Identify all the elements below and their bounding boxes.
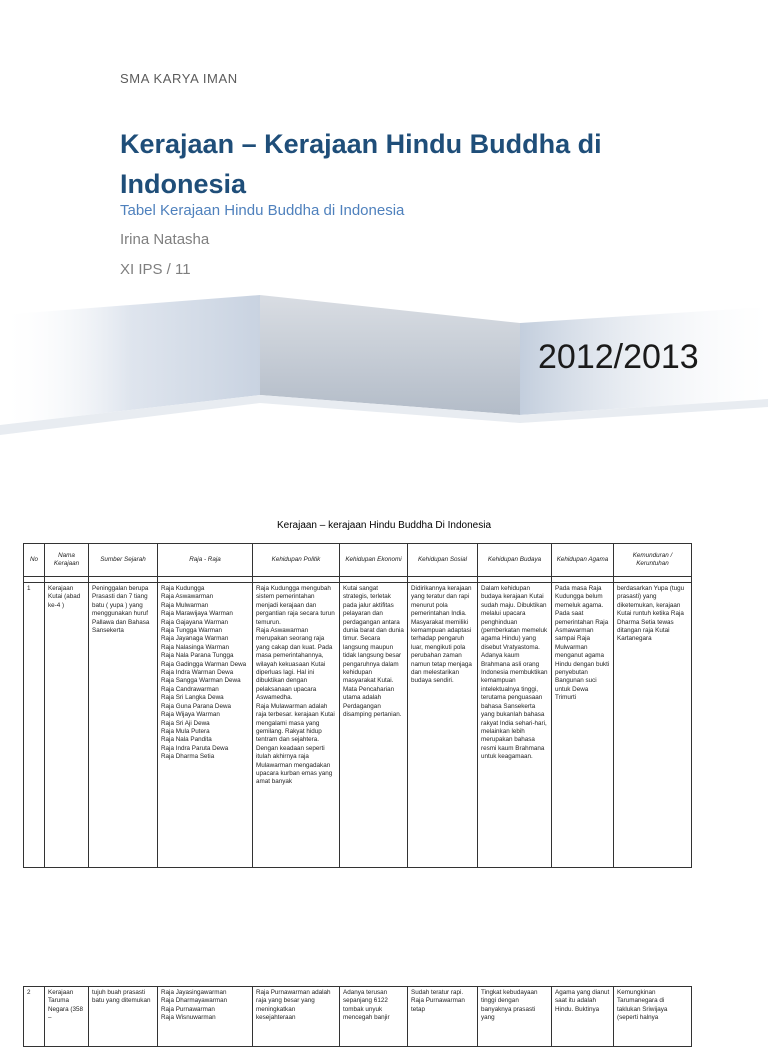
table-title: Kerajaan – kerajaan Hindu Buddha Di Indonesia (276, 520, 492, 531)
cell-sumber: Peninggalan berupa Prasasti dan 7 tiang batu ( yupa ) yang menggunakan huruf Pallawa dan Bahasa Sansekerta (89, 583, 158, 868)
cell-politik: Raja Kudungga mengubah sistem pemerintahan menjadi kerajaan dan pergantian raja secara turun temurun. Raja Aswawarman merupakan seorang raja yang cakap dan kuat. Pada masa pemerintahannya, wilayah kekuasaan Kutai diperluas lagi. Hal ini dibuktikan dengan pelaksanaan upacara Aswamedha. Raja Mulawarman adalah raja terbesar. kerajaan Kutai mengalami masa yang gemilang. Rakyat hidup tentram dan sejahtera. Dengan keadaan seperti itulah akhirnya raja Mulawarman mengadakan upacara kurban emas yang amat banyak (253, 583, 340, 868)
cell-agama: Pada masa Raja Kudungga belum memeluk agama. Pada saat pemerintahan Raja Asmawarman sampai Raja Mulwarman menganut agama Hindu dengan bukti penyebutan Bangunan suci untuk Dewa Trimurti (552, 583, 614, 868)
class-label: XI IPS / 11 (120, 261, 191, 278)
col-header-ekonomi: Kehidupan Ekonomi (340, 544, 408, 577)
cell-raja: Raja Jayasingawarman Raja Dharmayawarman Raja Purnawarman Raja Wisnuwarman (158, 987, 253, 1047)
cell-politik: Raja Purnawarman adalah raja yang besar yang meningkatkan kesejahteraan (253, 987, 340, 1047)
col-header-politik: Kehidupan Politik (253, 544, 340, 577)
cell-nama: Kerajaan Kutai (abad ke-4 ) (45, 583, 89, 868)
cell-sosial: Sudah teratur rapi. Raja Purnawarman tetap (408, 987, 478, 1047)
kingdom-table-continued (23, 986, 692, 1047)
cell-budaya: Tingkat kebudayaan tinggi dengan banyaknya prasasti yang (478, 987, 552, 1047)
cell-no: 2 (24, 987, 45, 1047)
cell-kemunduran: Kemungkinan Tarumanegara di taklukan Sriwijaya (seperti halnya (614, 987, 692, 1047)
cell-raja: Raja Kudungga Raja Aswawarman Raja Mulwarman Raja Marawijaya Warman Raja Gajayana Warman Raja Tungga Warman Raja Jayanaga Warman Raja Nalasinga Warman Raja Nala Parana Tungga Raja Gadingga Warman Dewa Raja Indra Warman Dewa Raja Sangga Warman Dewa Raja Candrawarman Raja Sri Langka Dewa Raja Guna Parana Dewa Raja Wijaya Warman Raja Sri Aji Dewa Raja Mula Putera Raja Nala Pandita Raja Indra Paruta Dewa Raja Dharma Setia (158, 583, 253, 868)
school-name: SMA KARYA IMAN (120, 71, 238, 86)
banner-center-block (260, 295, 520, 415)
cell-ekonomi: Adanya terusan sepanjang 6122 tombak unyuk mencegah banjir (340, 987, 408, 1047)
col-header-kemunduran: Kemunduran / Keruntuhan (614, 544, 692, 577)
col-header-budaya: Kehidupan Budaya (478, 544, 552, 577)
cell-sosial: Didirikannya kerajaan yang teratur dan rapi menurut pola pemerintahan India. Masyarakat memiliki kemampuan adaptasi terhadap pengaruh luar, mengikuti pola perubahan zaman namun tetap menjaga dan melestarikan budaya sendiri. (408, 583, 478, 868)
cell-no: 1 (24, 583, 45, 868)
cell-budaya: Dalam kehidupan budaya kerajaan Kutai sudah maju. Dibuktikan melalui upacara penghinduan (pemberkatan memeluk agama Hindu) yang disebut Vratyastoma. Adanya kaum Brahmana asli orang Indonesia membuktikan kemampuan intelektualnya tinggi, terutama penguasaan bahasa Sansekerta yang bukanlah bahasa rakyat India sehari-hari, melainkan lebih merupakan bahasa resmi kaum Brahmana untuk keagamaan. (478, 583, 552, 868)
col-header-raja: Raja - Raja (158, 544, 253, 577)
col-header-sumber: Sumber Sejarah (89, 544, 158, 577)
cell-kemunduran: berdasarkan Yupa (tugu prasasti) yang diketemukan, kerajaan Kutai runtuh ketika Raja Dharma Setia tewas ditangan raja Kutai Kartanegara (614, 583, 692, 868)
col-header-no: No (24, 544, 45, 577)
table-row (24, 583, 692, 868)
academic-year: 2012/2013 (538, 338, 699, 376)
document-title: Kerajaan – Kerajaan Hindu Buddha di Indonesia (120, 129, 602, 199)
author-name: Irina Natasha (120, 231, 210, 248)
table-row (24, 987, 692, 1047)
cell-nama: Kerajaan Taruma Negara (358 – (45, 987, 89, 1047)
document-subtitle: Tabel Kerajaan Hindu Buddha di Indonesia (120, 202, 405, 219)
kingdom-table (23, 543, 692, 868)
cell-ekonomi: Kutai sangat strategis, terletak pada jalur aktifitas pelayaran dan perdagangan antara dunia barat dan dunia timur. Secara langsung maupun tidak langsung besar pengaruhnya dalam kehidupan masyarakat Kutai. Mata Pencaharian utama adalah Perdagangan disamping pertanian. (340, 583, 408, 868)
cell-sumber: tujuh buah prasasti batu yang ditemukan (89, 987, 158, 1047)
col-header-agama: Kehidupan Agama (552, 544, 614, 577)
cell-agama: Agama yang dianut saat itu adalah Hindu. Buktinya (552, 987, 614, 1047)
col-header-nama: Nama Kerajaan (45, 544, 89, 577)
col-header-sosial: Kehidupan Sosial (408, 544, 478, 577)
